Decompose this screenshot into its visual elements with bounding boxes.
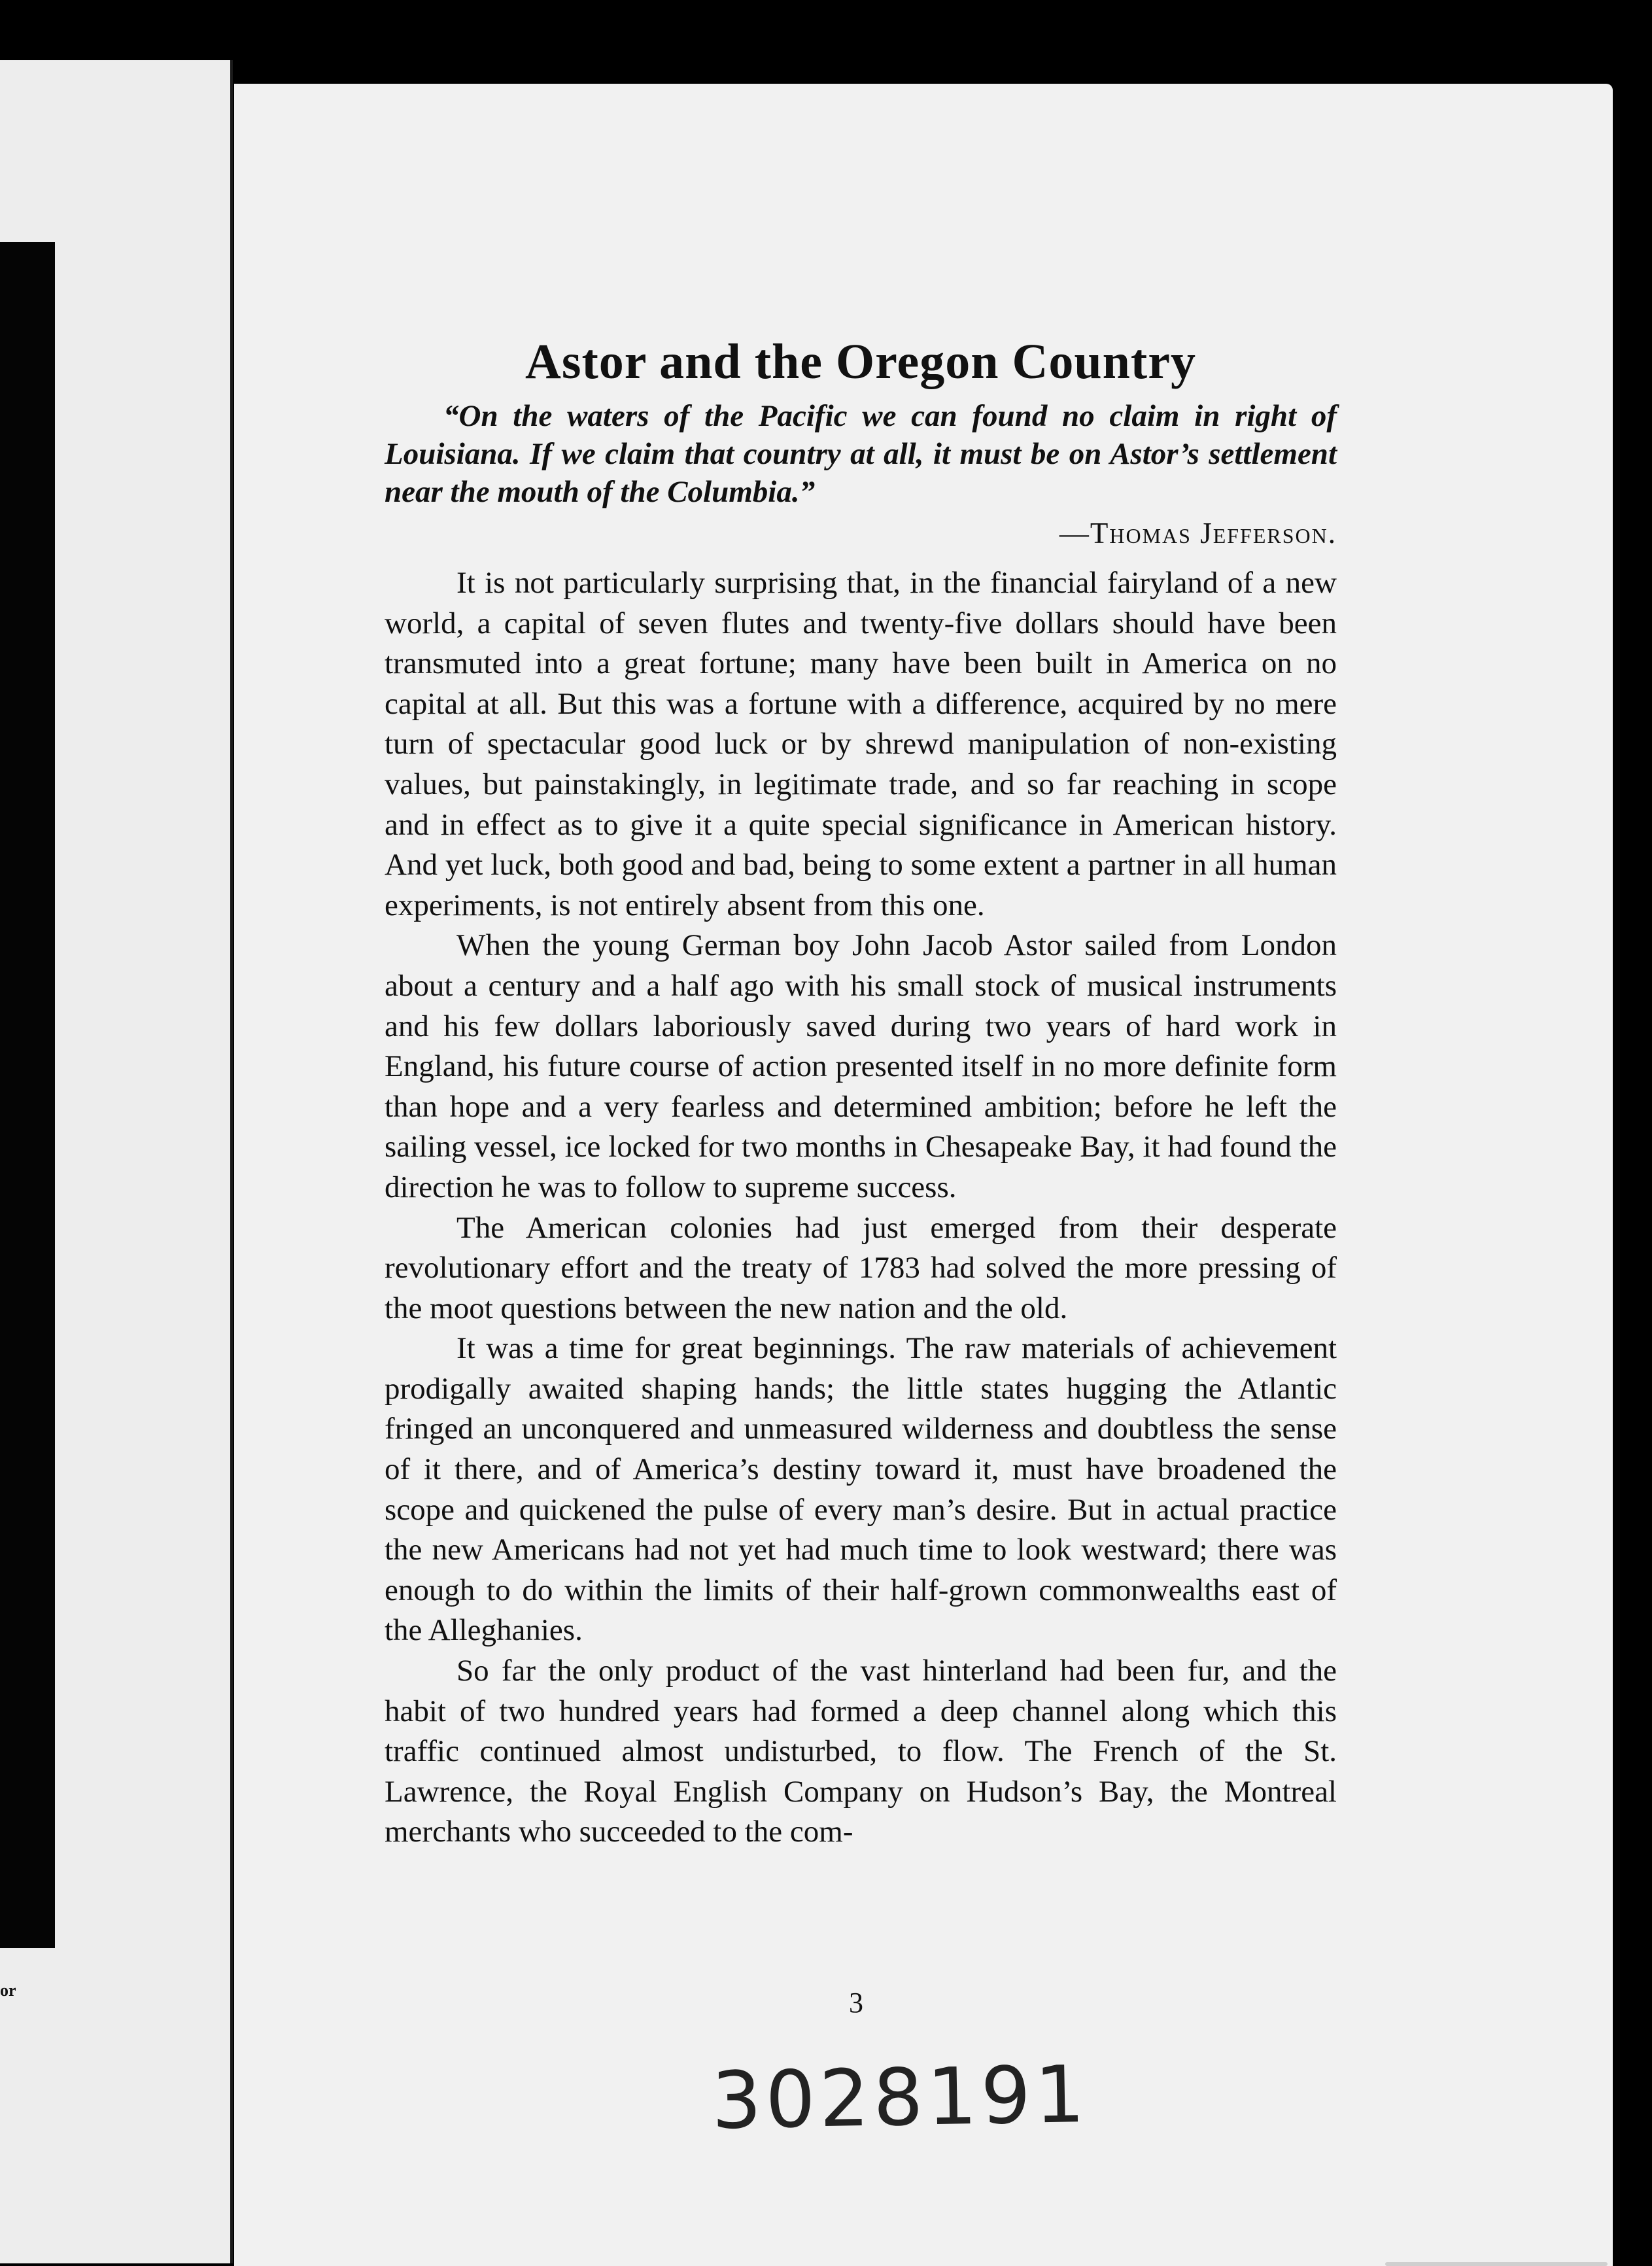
left-facing-page — [0, 60, 233, 2263]
body-paragraph: When the young German boy John Jacob Astor sailed from London about a century and a half ago with his small stock of musical instruments and his few dollars laboriously saved during two years of hard work in England, his future course of action presented itself in no more definite form than hope and a very fearless and determined ambition; before he left the sailing vessel, ice locked for two months in Chesapeake Bay, it had found the direction he was to follow to supreme success. — [385, 928, 1337, 1204]
body-paragraph: So far the only product of the vast hinterland had been fur, and the habit of two hundred years had formed a deep channel along which this traffic continued almost undisturbed, to flow. The French of the St. Lawrence, the Royal English Company on Hudson’s Bay, the Montreal merchants who succeeded to the com- — [385, 1654, 1337, 1849]
page-title: Astor and the Oregon Country — [525, 334, 1196, 389]
epigraph-attribution: —Thomas Jefferson. — [1059, 517, 1337, 549]
handwritten-catalog-number: 3028191 — [710, 2049, 1090, 2148]
page-number: 3 — [849, 1987, 863, 2019]
left-page-text-fragment: or — [0, 1981, 16, 2000]
page-edge-shadow — [1385, 2262, 1608, 2266]
left-page-plate-image — [0, 242, 55, 1948]
body-paragraph: It is not particularly surprising that, in the financial fairyland of a new world, a capital of seven flutes and twenty-five dollars should have been transmuted into a great fortune; many have been built in America on no capital at all. But this was a fortune with a difference, acquired by no mere turn of spectacular good luck or by shrewd manipulation of non-existing values, but painstakingly, in legitimate trade, and so far reaching in scope and in effect as to give it a quite special significance in American history. And yet luck, both good and bad, being to some extent a partner in all human experiments, is not entirely absent from this one. — [385, 566, 1337, 922]
body-paragraph: The American colonies had just emerged from their desperate revolutionary effort and the treaty of 1783 had solved the more pressing of the moot questions between the new nation and the old. — [385, 1210, 1337, 1325]
page-content — [385, 334, 1337, 1853]
book-page — [234, 84, 1613, 2266]
body-paragraph: It was a time for great beginnings. The raw materials of achievement prodigally awaited shaping hands; the little states hugging the Atlantic fringed an unconquered and unmeasured wilderness and doubtless the sense of it there, and of America’s destiny toward it, must have broadened the scope and quickened the pulse of every man’s desire. But in actual practice the new Americans had not yet had much time to look westward; there was enough to do within the limits of their half-grown commonwealths east of the Alleghanies. — [385, 1331, 1337, 1648]
epigraph-quote: “On the waters of the Pacific we can found no claim in right of Louisiana. If we claim that country at all, it must be on Astor’s settlement near the mouth of the Columbia.” — [385, 399, 1337, 509]
